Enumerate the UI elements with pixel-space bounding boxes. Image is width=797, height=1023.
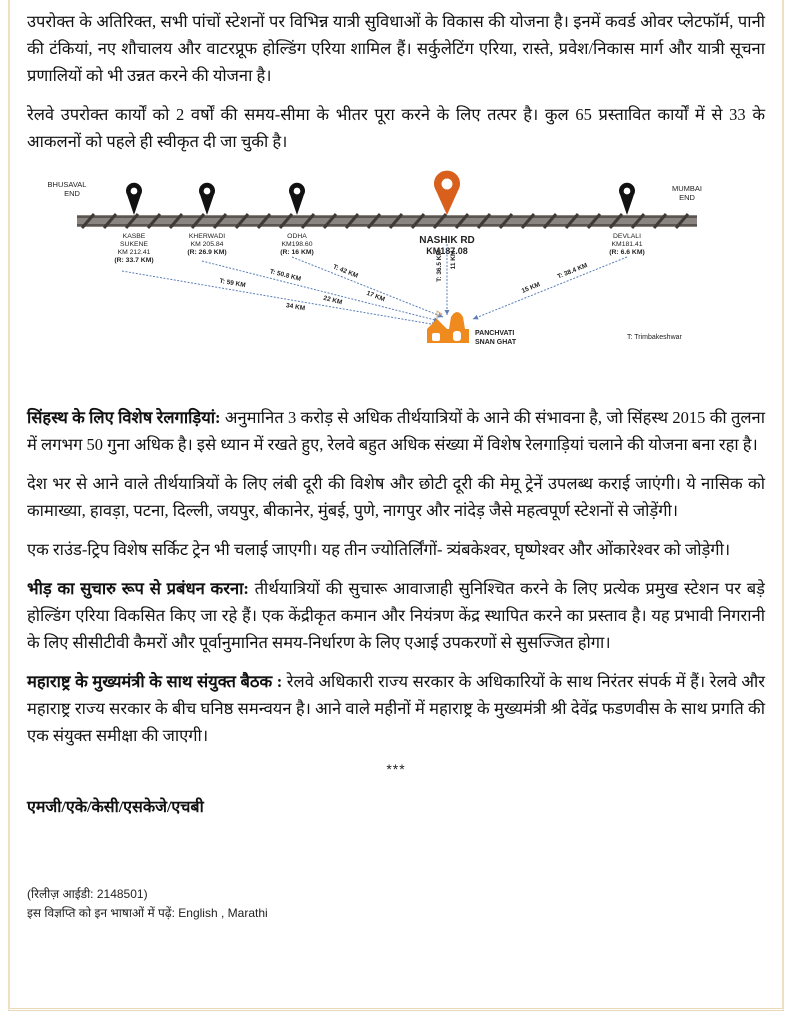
route-label-distance: 11 KM bbox=[450, 250, 457, 270]
station-label-devlali: KM181.41 bbox=[611, 241, 643, 248]
paragraph-timeline: रेलवे उपरोक्त कार्यों को 2 वर्षों की समय-सीमा के भीतर पूरा करने के लिए तत्पर है। कुल 65 प्रस्तावित कार्यों में से 33 के आकलनों को पहले ही स्वीकृत दी जा चुकी है। bbox=[27, 105, 765, 151]
read-in-languages-label: इस विज्ञप्ति को इन भाषाओं में पढ़ें: bbox=[27, 906, 179, 920]
station-label-kasbe-sukene: KM 212.41 bbox=[117, 249, 151, 256]
route-label-trimbak: T: 59 KM bbox=[218, 277, 247, 290]
paragraph-cm-meeting: महाराष्ट्र के मुख्यमंत्री के साथ संयुक्त बैठक : रेलवे अधिकारी राज्य सरकार के अधिकारियों के साथ निरंतर संपर्क में हैं। रेलवे और महाराष्ट्र राज्य सरकार के बीच घनिष्ठ समन्वयन है। आने वाले महीनों में महाराष्ट्र के मुख्यमंत्री श्री देवेंद्र फडणवीस के साथ प्रगति की एक संयुक्त समीक्षा की जाएगी। bbox=[27, 672, 765, 745]
legend-trimbakeshwar: T: Trimbakeshwar bbox=[627, 334, 682, 341]
route-arrow-icon bbox=[445, 310, 450, 315]
map-pin-icon bbox=[199, 183, 215, 215]
station-label-kherwadi: KHERWADI bbox=[188, 233, 226, 240]
station-label-kasbe-sukene: SUKENE bbox=[120, 241, 148, 248]
language-link-marathi[interactable]: Marathi bbox=[227, 906, 268, 920]
right-end-label-line2: END bbox=[679, 193, 695, 202]
route-label-distance: 34 KM bbox=[285, 302, 306, 313]
route-map-svg bbox=[27, 169, 765, 374]
station-label-odha: KM198.60 bbox=[281, 241, 313, 248]
heading-crowd-management: भीड़ का सुचारु रूप से प्रबंधन करना: bbox=[27, 579, 249, 598]
paragraph-circuit-train: एक राउंड-ट्रिप विशेष सर्किट ट्रेन भी चलाई जाएगी। यह तीन ज्योतिर्लिंगों- त्र्यंबकेश्वर, घृष्णेश्वर और ओंकारेश्वर को जोड़ेगी। bbox=[27, 540, 731, 559]
station-label-odha: (R: 16 KM) bbox=[280, 249, 314, 256]
map-pin-icon bbox=[434, 171, 460, 215]
paragraph-amenities: उपरोक्त के अतिरिक्त, सभी पांचों स्टेशनों पर विभिन्न यात्री सुविधाओं के विकास की योजना है। इनमें कवर्ड ओवर प्लेटफॉर्म, पानी की टंकियां, नए शौचालय और वाटरप्रूफ होल्डिंग एरिया शामिल हैं। सर्कुलेटिंग एरिया, रास्ते, प्रवेश/निकास मार्ग और यात्री सूचना प्रणालियों को भी उन्नत करने की योजना है। bbox=[27, 12, 765, 85]
map-pin-hole bbox=[204, 188, 211, 195]
release-info bbox=[27, 885, 765, 923]
route-line bbox=[292, 257, 443, 317]
route-label-trimbak: T: 36.5 KM bbox=[436, 250, 443, 282]
temple-door bbox=[453, 331, 461, 341]
paragraph-crowd-management: भीड़ का सुचारु रूप से प्रबंधन करना: तीर्थयात्रियों की सुचारू आवाजाही सुनिश्चित करने के लिए प्रत्येक प्रमुख स्टेशन पर बड़े होल्डिंग एरिया विकसित किए जा रहे हैं। एक केंद्रीकृत कमान और नियंत्रण केंद्र स्थापित करने का प्रस्ताव है। यह प्रभावी निगरानी के लिए सीसीटीवी कैमरों और पूर्वानुमानित समय-निर्धारण के लिए एआई उपकरणों से सुसज्जित होगा। bbox=[27, 579, 765, 652]
language-links bbox=[27, 904, 765, 923]
route-label-trimbak: T: 38.4 KM bbox=[556, 262, 589, 281]
station-label-odha: ODHA bbox=[287, 233, 307, 240]
map-pin-hole bbox=[294, 188, 301, 195]
station-label-devlali: (R: 6.6 KM) bbox=[609, 249, 645, 256]
station-route-diagram bbox=[27, 169, 765, 374]
language-link-english[interactable]: English bbox=[178, 906, 218, 920]
station-label-nashik-rd: KM187.08 bbox=[426, 246, 468, 256]
temple-icon bbox=[427, 311, 469, 343]
route-label-distance: 15 KM bbox=[520, 281, 542, 295]
map-pin-icon bbox=[289, 183, 305, 215]
station-label-kherwadi: KM 205.84 bbox=[190, 241, 224, 248]
release-id: (रिलीज़ आईडी: 2148501) bbox=[27, 887, 148, 901]
route-label-trimbak: T: 42 KM bbox=[331, 263, 359, 280]
station-label-kasbe-sukene: (R: 33.7 KM) bbox=[114, 257, 154, 264]
route-label-trimbak: T: 50.8 KM bbox=[269, 268, 302, 283]
heading-cm-meeting: महाराष्ट्र के मुख्यमंत्री के साथ संयुक्त बैठक : bbox=[27, 672, 283, 691]
map-pin-hole bbox=[131, 188, 138, 195]
destination-label-line2: SNAN GHAT bbox=[475, 339, 517, 346]
route-arrow-icon bbox=[437, 313, 443, 319]
heading-special-trains: सिंहस्थ के लिए विशेष रेलगाड़ियां: bbox=[27, 408, 221, 427]
route-label-distance: 22 KM bbox=[322, 294, 343, 307]
paragraph-special-trains: सिंहस्थ के लिए विशेष रेलगाड़ियां: अनुमानित 3 करोड़ से अधिक तीर्थयात्रियों के आने की संभावना है, जो सिंहस्थ 2015 की तुलना में लगभग 50 गुना अधिक है। इसे ध्यान में रखते हुए, रेलवे बहुत अधिक संख्या में विशेष रेलगाड़ियां चलाने की योजना बना रहा है। bbox=[27, 408, 765, 454]
map-pin-icon bbox=[126, 183, 142, 215]
route-arrow-icon bbox=[472, 315, 479, 322]
right-end-label: MUMBAI bbox=[672, 184, 702, 193]
left-end-label-line2: END bbox=[64, 189, 80, 198]
signature-initials: एमजी/एके/केसी/एसकेजे/एचबी bbox=[27, 799, 204, 816]
separator-stars: *** bbox=[386, 761, 406, 777]
left-end-label: BHUSAVAL bbox=[47, 180, 87, 189]
temple-shikhara bbox=[449, 312, 465, 329]
press-release-body bbox=[27, 8, 765, 923]
route-line bbox=[473, 257, 627, 319]
map-pin-hole bbox=[442, 179, 453, 190]
paragraph-memu-trains: देश भर से आने वाले तीर्थयात्रियों के लिए लंबी दूरी की विशेष और छोटी दूरी की मेमू ट्रेनें उपलब्ध कराई जाएंगी। ये नासिक को कामाख्या, हावड़ा, पटना, दिल्ली, जयपुर, बीकानेर, मुंबई, पुणे, नागपुर और नांदेड़ जैसे महत्वपूर्ण स्टेशनों से जोड़ेंगी। bbox=[27, 474, 765, 520]
temple-door bbox=[432, 333, 440, 341]
destination-label: PANCHVATI bbox=[475, 330, 515, 337]
station-label-kherwadi: (R: 26.9 KM) bbox=[187, 249, 227, 256]
temple-flag bbox=[437, 311, 442, 319]
map-pin-hole bbox=[624, 188, 631, 195]
route-line bbox=[122, 271, 437, 325]
map-pin-icon bbox=[619, 183, 635, 215]
station-label-kasbe-sukene: KASBE bbox=[122, 233, 146, 240]
language-separator: , bbox=[217, 906, 228, 920]
station-label-devlali: DEVLALI bbox=[613, 233, 641, 240]
station-label-nashik-rd: NASHIK RD bbox=[419, 235, 475, 246]
route-label-distance: 17 KM bbox=[365, 289, 386, 304]
